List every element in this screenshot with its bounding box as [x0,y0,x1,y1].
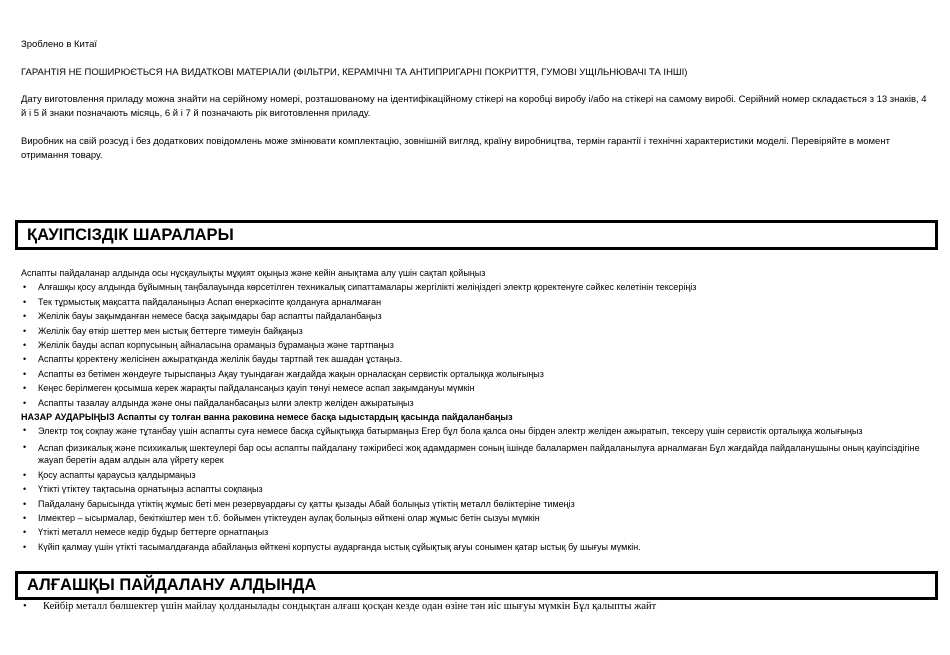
list-item-text: Үтікті үтіктеу тақтасына орнатыңыз аспапты соқпаңыз [38,484,263,495]
bullet-icon: • [23,498,27,509]
list-item [21,396,936,410]
list-item-text: Желілік бауды аспап корпусының айналасына орамаңыз бұрамаңыз және тартпаңыз [38,340,394,351]
section-title-before-use: АЛҒАШҚЫ ПАЙДАЛАНУ АЛДЫНДА [27,576,317,594]
safety-lead: Аспапты пайдаланар алдында осы нұсқаулықты мұқият оқыңыз және кейін анықтама алу үшін сақтап қойыңыз [21,268,486,278]
list-item-text: Күйіп қалмау үшін үтікті тасымалдағанда абайлаңыз өйткені корпусты аударғанда ыстық сұйықтық ағуы сонымен қатар ыстық бу шығуы мүмкін. [38,541,641,552]
bullet-icon: • [23,484,27,495]
list-item [21,525,936,539]
bullet-icon: • [23,383,27,394]
list-item-text: Үтікті металл немесе кедір бұдыр беттерге орнатпаңыз [38,527,269,538]
bullet-icon: • [23,282,27,293]
bullet-icon: • [23,311,27,322]
list-item-text: Алғашқы қосу алдында бұйымның таңбалауында көрсетілген техникалық сипаттамалары жергілікті желіңіздегі электр қоректенуге сәйкес келетінін тексеріңіз [38,282,697,293]
bullet-icon: • [23,296,27,307]
list-item [21,600,936,614]
serial-info-text: Дату виготовлення приладу можна знайти на серійному номері, розташованому на ідентифікаційному стікері на коробці виробу і/або на стікері на самому виробі. Серійний номер складається з 13 знаків, 4 й і 5 й знаки позначають місяць, 6 й і 7 й позначають рік виготовлення приладу. [21,94,927,119]
list-item-text: Электр тоқ соқпау және тұтанбау үшін аспапты суға немесе басқа сұйықтыққа батырмаңыз Егер бұл бола қалса оны бірден электр желіден ажыратып, тексеру үшін сервистік орталыққа жолығыңыз [38,426,863,437]
before-use-list [21,600,936,614]
list-item-text: Қосу аспапты қараусыз қалдырмаңыз [38,469,196,480]
section-header-before-use [15,571,938,600]
bullet-icon: • [23,340,27,351]
list-item [21,540,936,554]
section-header-safety [15,220,938,250]
bullet-icon: • [23,441,27,452]
list-item-text: Аспапты қоректену желісінен ажыратқанда желілік бауды тартпай тек ашадан ұстаңыз. [38,354,403,365]
bullet-icon: • [23,354,27,365]
attention-note: НАЗАР АУДАРЫҢЫЗ Аспапты су толған ванна раковина немесе басқа ыдыстардың қасында пайдаланбаңыз [21,412,513,423]
list-item [21,424,936,440]
safety-list-b [21,424,936,554]
list-item [21,338,936,352]
safety-block [21,266,936,554]
list-item [21,497,936,511]
bullet-icon: • [23,325,27,336]
bullet-icon: • [23,368,27,379]
bullet-icon: • [23,513,27,524]
bullet-icon: • [23,527,27,538]
bullet-icon: • [23,601,27,612]
list-item-text: Аспапты тазалау алдында және оны пайдаланбасаңыз ылғи электр желіден ажыратыңыз [38,397,414,408]
list-item-text: Кейбір металл бөлшектер үшін майлау қолданылады сондықтан алғаш қосқан кезде одан өзіне тән иіс шығуы мүмкін Бұл қалыпты жайт [43,601,657,612]
list-item-text: Желілік бау өткір шеттер мен ыстық беттерге тимеуін байқаңыз [38,325,303,336]
list-item [21,367,936,381]
list-item [21,441,936,468]
bullet-icon: • [23,397,27,408]
list-item [21,352,936,366]
list-item-text: Тек тұрмыстық мақсатта пайдаланыңыз Аспап өнеркәсіпте қолдануға арналмаған [38,296,382,307]
list-item-text: Кеңес берілмеген қосымша керек жарақты пайдалансаңыз қауіп төнуі немесе аспап зақымдануы мүмкін [38,383,475,394]
list-item-text: Пайдалану барысында үтіктің жұмыс беті мен резервуардағы су қатты қызады Абай болыңыз үтіктің металл бөліктеріне тимеңіз [38,498,575,509]
list-item-text: Ілмектер – ысырмалар, бекіткіштер мен т.б. бойымен үтіктеуден аулақ болыңыз өйткені олар жұмыс бетін сызуы мүмкін [38,513,540,524]
list-item-text: Аспапты өз бетімен жөндеуге тырыспаңыз Ақау туындаған жағдайда жақын орналасқан сервистік орталыққа жолығыңыз [38,368,544,379]
list-item [21,324,936,338]
list-item [21,468,936,482]
bullet-icon: • [23,425,27,436]
list-item [21,295,936,309]
safety-list-a [21,280,936,410]
list-item [21,482,936,496]
list-item-text: Желілік бауы зақымданған немесе басқа зақымдары бар аспапты пайдаланбаңыз [38,311,382,322]
warranty-text: ГАРАНТІЯ НЕ ПОШИРЮЄТЬСЯ НА ВИДАТКОВІ МАТЕРІАЛИ (ФІЛЬТРИ, КЕРАМІЧНІ ТА АНТИПРИГАРНІ ПОКРИТТЯ, ГУМОВІ УЩІЛЬНЮВАЧІ ТА ІНШІ) [21,67,688,78]
manufacturer-notice-text: Виробник на свій розсуд і без додаткових повідомлень може змінювати комплектацію, зовнішній вигляд, країну виробництва, термін гарантії і технічні характеристики моделі. Перевіряйте в момент отримання товару. [21,136,890,161]
bullet-icon: • [23,469,27,480]
list-item [21,309,936,323]
bullet-icon: • [23,541,27,552]
list-item [21,280,936,294]
list-item [21,381,936,395]
made-in-text: Зроблено в Китаї [21,39,98,50]
list-item [21,511,936,525]
list-item-text: Аспап физикалық және психикалық шектеулері бар осы аспапты пайдалану тәжірибесі жоқ адамдармен соның ішінде балалармен пайдаланылуға арналмаған Бұл жағдайда пайдаланушыны оның қауіпсіздігіне жауап беретін адам алдын ала үйрету керек [38,442,920,466]
section-title-safety: ҚАУІПСІЗДІК ШАРАЛАРЫ [27,225,234,244]
